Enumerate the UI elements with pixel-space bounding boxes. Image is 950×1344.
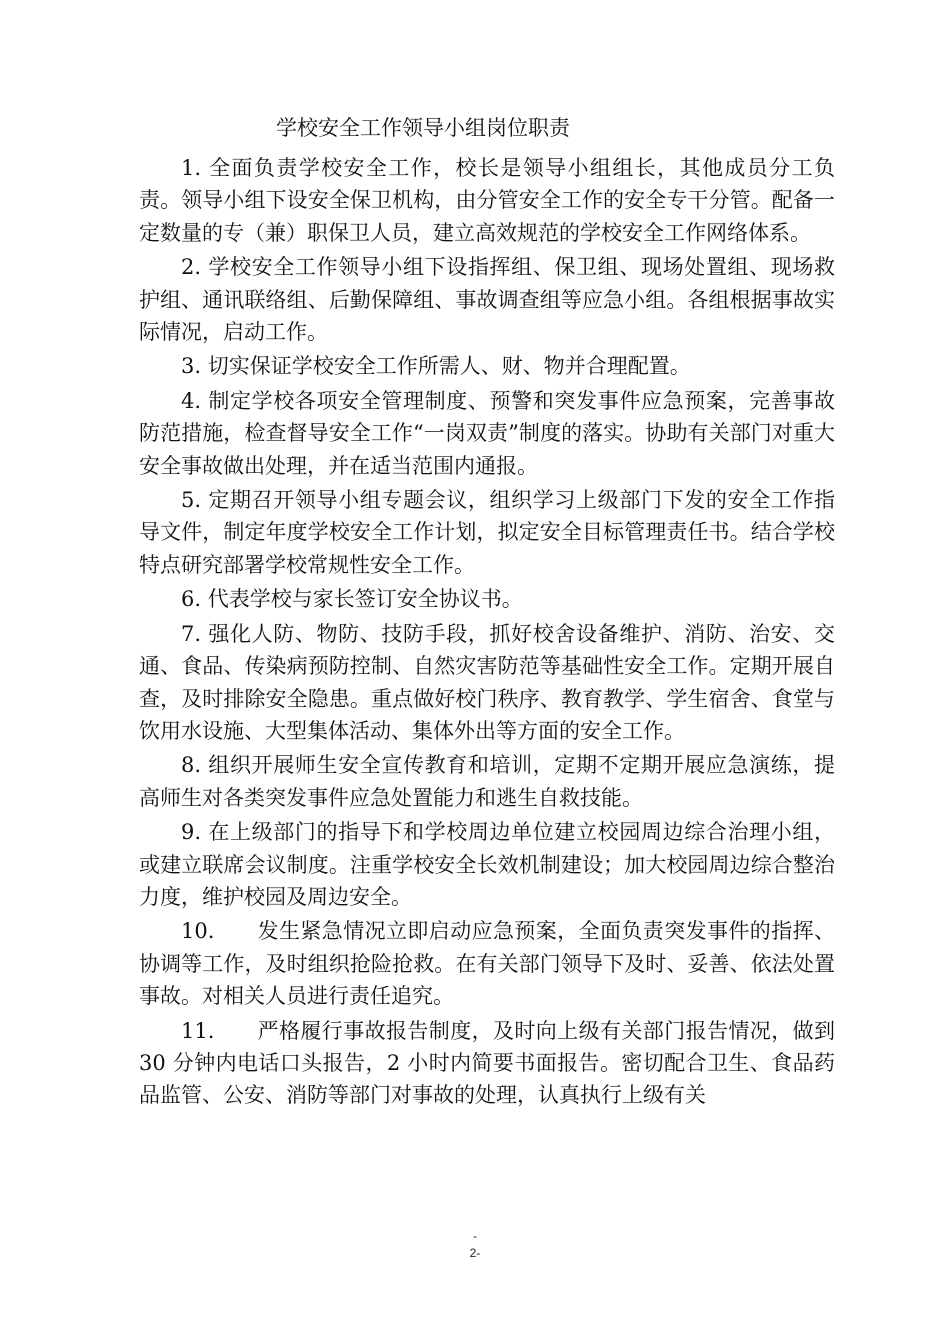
paragraph-1: 1. 全面负责学校安全工作，校长是领导小组组长，其他成员分工负责。领导小组下设安全保卫机构，由分管安全工作的安全专干分管。配备一定数量的专（兼）职保卫人员，建立高效规范的学校安全工作网络体系。: [139, 156, 835, 245]
paragraph-10: 10. 发生紧急情况立即启动应急预案，全面负责突发事件的指挥、协调等工作，及时组织抢险抢救。在有关部门领导下及时、妥善、依法处置事故。对相关人员进行责任追究。: [139, 919, 835, 1009]
paragraph-8: 8. 组织开展师生安全宣传教育和培训，定期不定期开展应急演练，提高师生对各类突发事件应急处置能力和逃生自救技能。: [139, 753, 835, 810]
paragraph-9: 9. 在上级部门的指导下和学校周边单位建立校园周边综合治理小组，或建立联席会议制度。注重学校安全长效机制建设；加大校园周边综合整治力度，维护校园及周边安全。: [139, 820, 835, 909]
paragraph-4: 4. 制定学校各项安全管理制度、预警和突发事件应急预案，完善事故防范措施，检查督导安全工作“一岗双责”制度的落实。协助有关部门对重大安全事故做出处理，并在适当范围内通报。: [139, 388, 835, 478]
document-title: 学校安全工作领导小组岗位职责: [276, 116, 570, 140]
footer-dash: -: [473, 1229, 477, 1243]
paragraph-6: 6. 代表学校与家长签订安全协议书。: [181, 587, 523, 612]
paragraph-3: 3. 切实保证学校安全工作所需人、财、物并合理配置。: [181, 354, 691, 379]
paragraph-5: 5. 定期召开领导小组专题会议，组织学习上级部门下发的安全工作指导文件，制定年度学校安全工作计划，拟定安全目标管理责任书。结合学校特点研究部署学校常规性安全工作。: [139, 488, 835, 577]
paragraph-11: 11. 严格履行事故报告制度，及时向上级有关部门报告情况，做到 30 分钟内电话口头报告，2 小时内简要书面报告。密切配合卫生、食品药品监管、公安、消防等部门对事故的处理，认真执行上级有关: [139, 1018, 835, 1108]
paragraph-7: 7. 强化人防、物防、技防手段，抓好校舍设备维护、消防、治安、交通、食品、传染病预防控制、自然灾害防范等基础性安全工作。定期开展自查，及时排除安全隐患。重点做好校门秩序、教育教学、学生宿舍、食堂与饮用水设施、大型集体活动、集体外出等方面的安全工作。: [139, 621, 835, 743]
document-body: [139, 152, 835, 1114]
paragraph-2: 2. 学校安全工作领导小组下设指挥组、保卫组、现场处置组、现场救护组、通讯联络组、后勤保障组、事故调查组等应急小组。各组根据事故实际情况，启动工作。: [139, 255, 835, 345]
page-number: 2-: [469, 1246, 481, 1260]
